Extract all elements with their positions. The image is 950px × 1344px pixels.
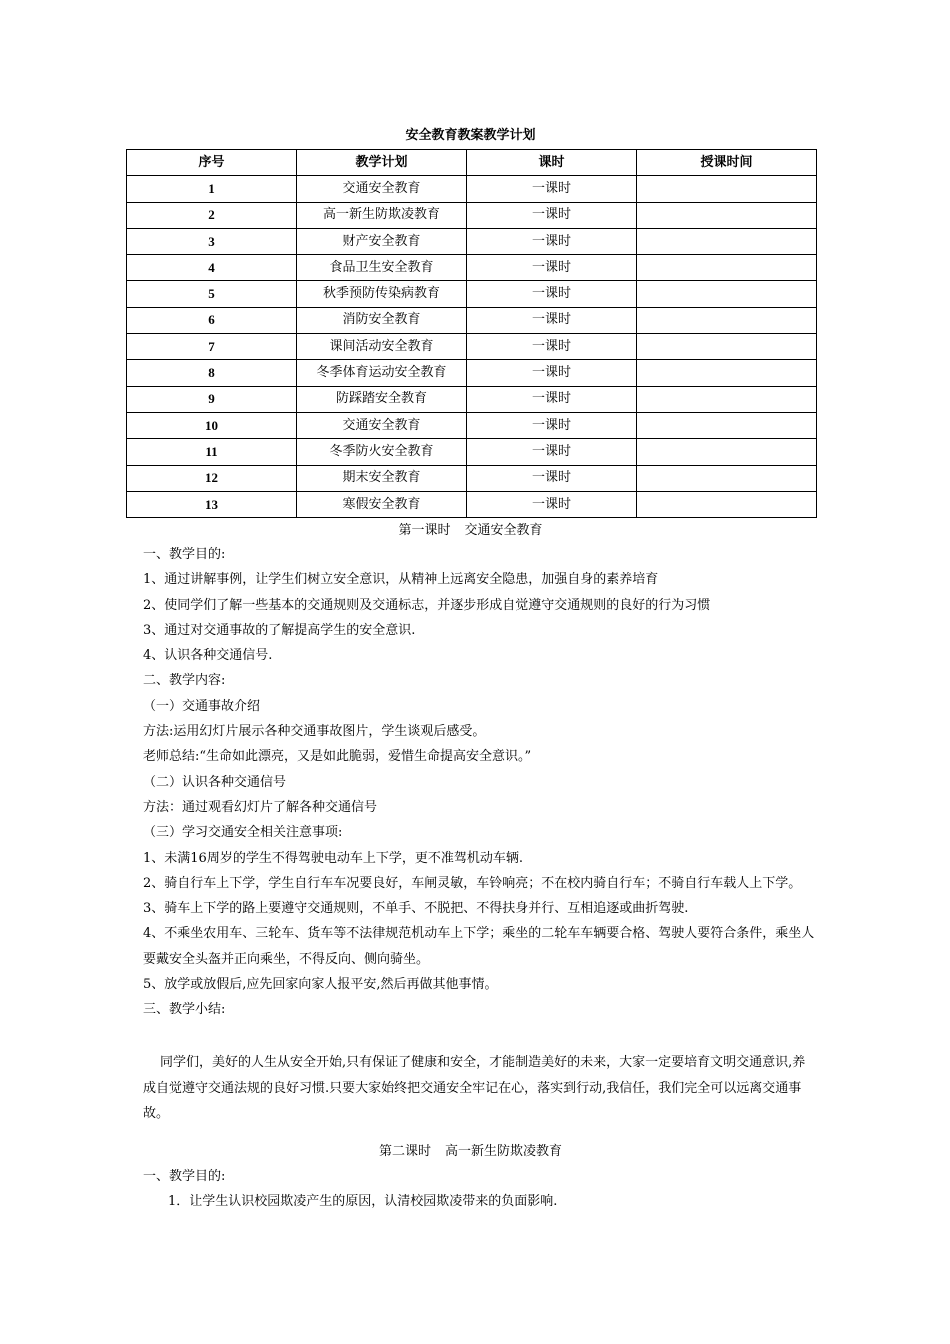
row-number: 7 [127,334,297,360]
lesson1-summary-paragraph: 同学们，美好的人生从安全开始,只有保证了健康和安全，才能制造美好的未来，大家一定要培育文明交通意识,养成自觉遵守交通法规的良好习惯.只要大家始终把交通安全牢记在心，落实到行动,我信任，我们完全可以远离交通事故。 [143,1055,806,1121]
row-time [637,412,817,438]
row-time [637,360,817,386]
rule-item: 1、未满16周岁的学生不得驾驶电动车上下学，更不准驾机动车辆. [143,850,523,866]
part2-heading: （二）认识各种交通信号 [143,774,287,790]
table-row [127,386,817,412]
row-time [637,281,817,307]
row-hours: 一课时 [467,439,637,465]
row-hours: 一课时 [467,491,637,517]
row-hours: 一课时 [467,281,637,307]
row-hours: 一课时 [467,255,637,281]
row-topic: 冬季防火安全教育 [297,439,467,465]
row-topic: 高一新生防欺凌教育 [297,202,467,228]
row-hours: 一课时 [467,202,637,228]
table-row [127,491,817,517]
lesson1-title-topic: 交通安全教育 [464,523,543,538]
row-time [637,465,817,491]
row-topic: 秋季预防传染病教育 [297,281,467,307]
row-topic: 交通安全教育 [297,412,467,438]
lesson2-objectives-heading: 一、教学目的: [143,1169,226,1184]
table-row [127,360,817,386]
row-time [637,307,817,333]
table-row [127,255,817,281]
objectives-heading: 一、教学目的: [143,547,226,562]
header-number: 序号 [127,150,297,176]
objective-item: 4、认识各种交通信号. [143,648,273,664]
row-number: 12 [127,465,297,491]
row-time [637,334,817,360]
row-time [637,439,817,465]
row-topic: 消防安全教育 [297,307,467,333]
row-hours: 一课时 [467,228,637,254]
row-hours: 一课时 [467,360,637,386]
row-topic: 交通安全教育 [297,176,467,202]
lesson2-title [126,1143,815,1161]
row-topic: 课间活动安全教育 [297,334,467,360]
part1-method: 方法:运用幻灯片展示各种交通事故图片，学生谈观后感受。 [143,724,486,740]
header-hours: 课时 [467,150,637,176]
row-hours: 一课时 [467,412,637,438]
header-plan: 教学计划 [297,150,467,176]
row-time [637,202,817,228]
lesson1-body [143,542,815,1023]
row-hours: 一课时 [467,465,637,491]
teaching-plan-table [126,149,817,518]
row-time [637,176,817,202]
table-row [127,202,817,228]
part1-heading: （一）交通事故介绍 [143,698,261,714]
row-time [637,255,817,281]
document-title: 安全教育教案教学计划 [405,128,536,143]
table-row [127,412,817,438]
rule-item: 4、不乘坐农用车、三轮车、货车等不法律规范机动车上下学；乘坐的二轮车车辆要合格、驾驶人要符合条件，乘坐人要戴安全头盔并正向乘坐，不得反向、侧向骑坐。 [143,926,815,967]
row-time [637,386,817,412]
row-topic: 防踩踏安全教育 [297,386,467,412]
content-heading: 二、教学内容: [143,673,226,689]
row-number: 9 [127,386,297,412]
rule-item: 3、骑车上下学的路上要遵守交通规则，不单手、不脱把、不得扶身并行、互相追逐或曲折驾驶. [143,901,689,917]
row-number: 13 [127,491,297,517]
row-hours: 一课时 [467,307,637,333]
row-hours: 一课时 [467,386,637,412]
objective-item: 2、使同学们了解一些基本的交通规则及交通标志，并逐步形成自觉遵守交通规则的良好的行为习惯 [143,597,711,613]
table-header-row [127,150,817,176]
row-number: 8 [127,360,297,386]
lesson1-title [126,522,815,540]
row-topic: 期末安全教育 [297,465,467,491]
lesson2-title-period: 第二课时 [378,1144,431,1159]
row-number: 5 [127,281,297,307]
row-topic: 寒假安全教育 [297,491,467,517]
table-row [127,228,817,254]
lesson2-objective-item: 1．让学生认识校园欺凌产生的原因，认清校园欺凌带来的负面影响. [168,1194,558,1210]
row-number: 11 [127,439,297,465]
table-row [127,176,817,202]
row-number: 6 [127,307,297,333]
table-row [127,439,817,465]
objective-item: 1、通过讲解事例，让学生们树立安全意识，从精神上远离安全隐患，加强自身的素养培育 [143,572,659,588]
objective-item: 3、通过对交通事故的了解提高学生的安全意识. [143,622,416,638]
row-number: 2 [127,202,297,228]
rule-item: 5、放学或放假后,应先回家向家人报平安,然后再做其他事情。 [143,977,498,993]
part1-summary: 老师总结:“生命如此漂亮，又是如此脆弱，爱惜生命提高安全意识。” [143,749,532,765]
rule-item: 2、骑自行车上下学，学生自行车车况要良好，车闸灵敏，车铃响亮；不在校内骑自行车；不骑自行车载人上下学。 [143,875,802,891]
row-topic: 冬季体育运动安全教育 [297,360,467,386]
row-number: 10 [127,412,297,438]
header-time: 授课时间 [637,150,817,176]
lesson2-body [143,1164,815,1215]
row-topic: 财产安全教育 [297,228,467,254]
table-row [127,334,817,360]
row-number: 1 [127,176,297,202]
table-row [127,307,817,333]
summary-heading: 三、教学小结: [143,1002,226,1018]
row-number: 3 [127,228,297,254]
row-time [637,491,817,517]
row-topic: 食品卫生安全教育 [297,255,467,281]
table-row [127,465,817,491]
part2-method: 方法：通过观看幻灯片了解各种交通信号 [143,799,378,815]
part3-heading: （三）学习交通安全相关注意事项: [143,825,343,841]
lesson1-title-period: 第一课时 [398,523,451,538]
row-hours: 一课时 [467,334,637,360]
row-hours: 一课时 [467,176,637,202]
table-row [127,281,817,307]
lesson2-title-topic: 高一新生防欺凌教育 [445,1144,563,1159]
row-time [637,228,817,254]
row-number: 4 [127,255,297,281]
